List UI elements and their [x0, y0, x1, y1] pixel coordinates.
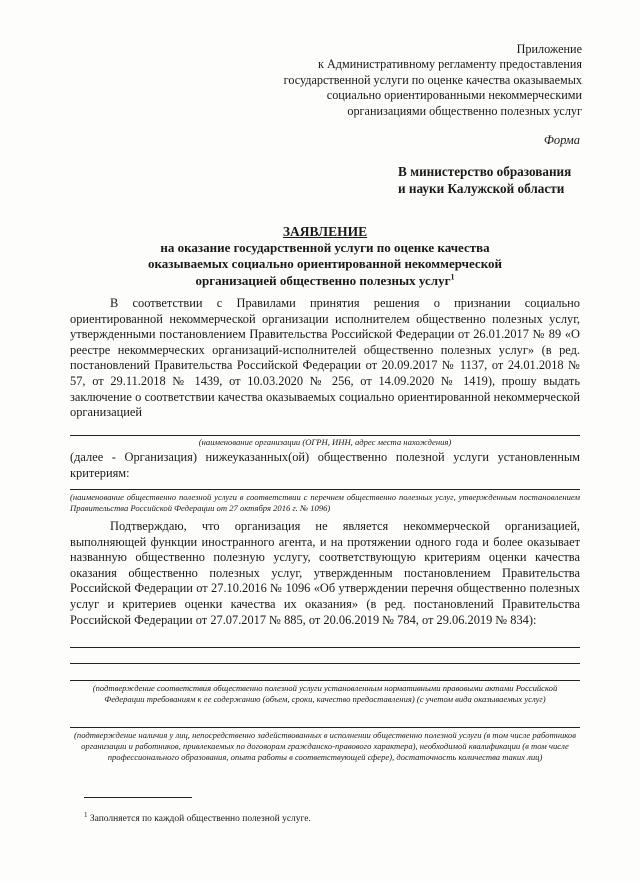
title-line-1: на оказание государственной услуги по оценке качества — [160, 240, 490, 256]
paragraph-organization-criteria: (далее - Организация) нижеуказанных(ой) общественно полезной услуги установленным критериям: — [70, 450, 580, 480]
addressee-line-2: и науки Калужской области — [398, 181, 565, 196]
blank-line-4 — [70, 727, 580, 728]
blank-line-service — [70, 489, 580, 490]
note-service-conformity: (подтверждение соответствия общественно полезной услуги установленным нормативными правовыми актами Российской Федерации требованиям к ее содержанию (объем, сроки, качество предоставления) (с учетом вида оказываемых услуг) — [92, 683, 558, 704]
paragraph-confirmation: Подтверждаю, что организация не является некоммерческой организацией, выполняющей функции иностранного агента, и на протяжении одного года и более оказывает названную общественно полезную услугу, соответствующую критериям оценки качества оказания общественно полезных услуг, утвержденным постановлением Правительства Российской Федерации от 27.10.2016 № 1096 «Об утверждении перечня общественно полезных услуг и критериев оценки качества их оказания» (в ред. постановлений Правительства Российской Федерации от 27.07.2017 № 885, от 20.06.2019 № 784, от 29.06.2019 № 834): — [70, 519, 580, 627]
title-line-3-text: организацией общественно полезных услуг — [195, 272, 451, 288]
header-line: социально ориентированными некоммерческими — [326, 88, 582, 103]
appendix-header — [284, 42, 582, 119]
footnote-separator — [84, 797, 192, 798]
blank-line-1 — [70, 647, 580, 648]
note-organization: (наименование организации (ОГРН, ИНН, адрес места нахождения) — [198, 437, 452, 447]
header-line: организациями общественно полезных услуг — [347, 103, 582, 118]
form-label: Форма — [543, 133, 580, 147]
addressee — [398, 163, 571, 197]
title-line-3 — [80, 273, 570, 289]
blank-line-3 — [70, 680, 580, 681]
header-line: Приложение — [516, 42, 582, 56]
title-footnote-mark: 1 — [450, 272, 455, 282]
blank-line-2 — [70, 663, 580, 664]
title-heading: ЗАЯВЛЕНИЕ — [282, 224, 368, 239]
header-line: государственной услуги по оценке качества оказываемых — [283, 72, 582, 87]
footnote-text: Заполняется по каждой общественно полезной услуге. — [89, 814, 311, 824]
document-title — [80, 224, 570, 289]
paragraph-request: В соответствии с Правилами принятия решения о признании социально ориентированной некоммерческой организации исполнителем общественно полезных услуг, утвержденными постановлением Правительства Российской Федерации от 26.01.2017 № 89 «О реестре некоммерческих организаций-исполнителей общественно полезных услуг» (в ред. постановлений Правительства Российской Федерации от 20.09.2017 № 1137, от 24.01.2018 № 57, от 29.11.2018 № 1439, от 10.03.2020 № 256, от 14.09.2020 № 1419), прошу выдать заключение о соответствии качества оказываемых социально ориентированной некоммерческой организацией — [70, 296, 580, 420]
blank-line-organization — [70, 435, 580, 436]
note-staff-qualification: (подтверждение наличия у лиц, непосредственно задействованных в исполнении общественно полезной услуги (в том числе работников организации и работников, привлекаемых по договорам гражданско-правового характера), необходимой квалификации (в том числе профессионального образования, опыта работы в соответствующей сфере), достаточность количества таких лиц) — [74, 730, 576, 762]
header-line: к Административному регламенту предоставления — [318, 57, 582, 72]
footnote — [84, 810, 311, 824]
note-service: (наименование общественно полезной услуги в соответствии с перечнем общественно полезных услуг, утвержденным постановлением Правительства Российской Федерации от 27 октября 2016 г. № 1096) — [70, 492, 580, 513]
addressee-line-1: В министерство образования — [398, 164, 572, 179]
footnote-mark: 1 — [84, 810, 88, 819]
title-line-2: оказываемых социально ориентированной некоммерческой — [147, 256, 503, 272]
